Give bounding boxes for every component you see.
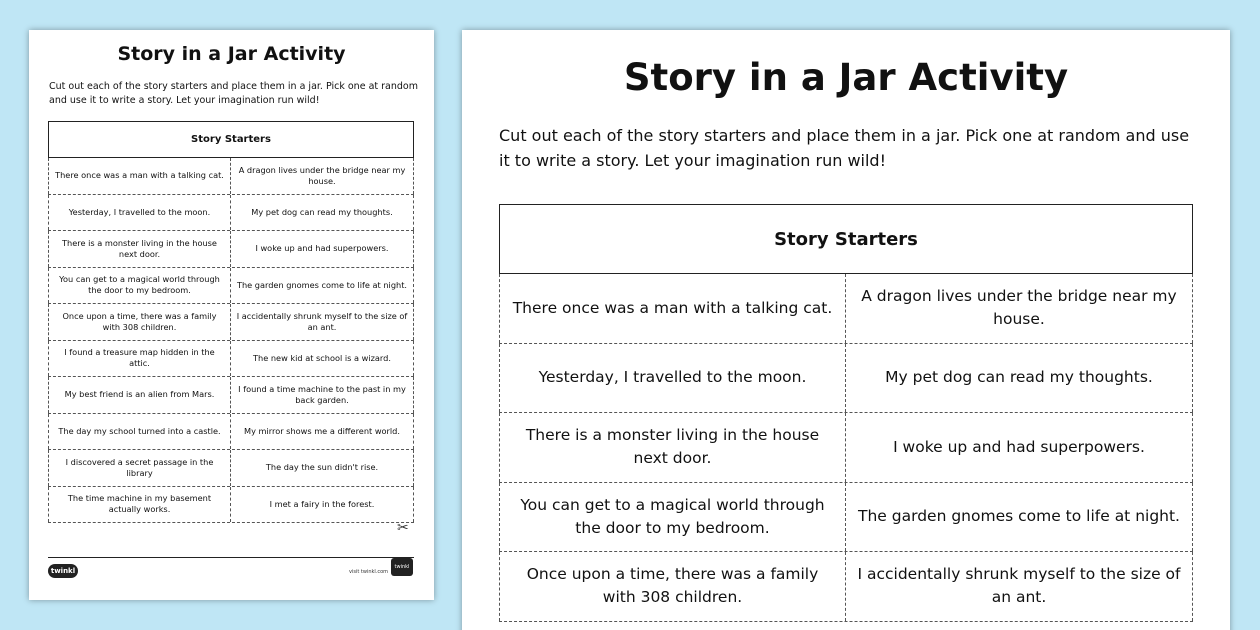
story-starter-card: The new kid at school is a wizard. xyxy=(231,341,414,377)
story-starter-card: I woke up and had superpowers. xyxy=(846,413,1193,482)
story-starter-card: I discovered a secret passage in the library xyxy=(48,450,231,486)
story-starter-card: A dragon lives under the bridge near my house. xyxy=(846,274,1193,343)
table-header: Story Starters xyxy=(499,204,1193,274)
story-starter-card: You can get to a magical world through the door to my bedroom. xyxy=(48,268,231,304)
table-row xyxy=(499,552,1193,622)
page-title: Story in a Jar Activity xyxy=(117,43,346,65)
story-starter-card: Once upon a time, there was a family with 308 children. xyxy=(499,552,846,621)
story-starters-table xyxy=(48,121,414,523)
table-row xyxy=(499,483,1193,553)
story-starter-card: The time machine in my basement actually works. xyxy=(48,487,231,523)
story-starter-card: There is a monster living in the house next door. xyxy=(48,231,231,267)
table-body xyxy=(499,274,1193,622)
twinkl-logo: twinkl xyxy=(48,564,78,578)
table-header: Story Starters xyxy=(48,121,414,158)
story-starter-card: I accidentally shrunk myself to the size of an ant. xyxy=(231,304,414,340)
story-starter-card: There once was a man with a talking cat. xyxy=(499,274,846,343)
table-row xyxy=(48,414,414,451)
table-row xyxy=(499,274,1193,344)
table-row xyxy=(499,344,1193,414)
story-starter-card: Once upon a time, there was a family with 308 children. xyxy=(48,304,231,340)
page-title: Story in a Jar Activity xyxy=(623,56,1069,99)
story-starter-card: The garden gnomes come to life at night. xyxy=(846,483,1193,552)
large-worksheet-page xyxy=(462,30,1230,630)
table-row xyxy=(48,341,414,378)
story-starter-card: My pet dog can read my thoughts. xyxy=(846,344,1193,413)
story-starter-card: My best friend is an alien from Mars. xyxy=(48,377,231,413)
story-starter-card: I found a treasure map hidden in the attic. xyxy=(48,341,231,377)
story-starter-card: My pet dog can read my thoughts. xyxy=(231,195,414,231)
story-starter-card: I found a time machine to the past in my back garden. xyxy=(231,377,414,413)
small-worksheet-page xyxy=(29,30,434,600)
story-starters-table xyxy=(499,204,1193,622)
story-starter-card: I met a fairy in the forest. xyxy=(231,487,414,523)
intro-text: Cut out each of the story starters and place them in a jar. Pick one at random and use it to write a story. Let your imagination run wild! xyxy=(49,81,418,106)
footer-url: visit twinkl.com xyxy=(349,569,389,575)
table-row xyxy=(48,487,414,524)
table-row xyxy=(48,377,414,414)
table-row xyxy=(48,268,414,305)
intro-text: Cut out each of the story starters and place them in a jar. Pick one at random and use it to write a story. Let your imagination run wild! xyxy=(499,126,1190,170)
story-starter-card: A dragon lives under the bridge near my house. xyxy=(231,158,414,194)
story-starter-card: The day my school turned into a castle. xyxy=(48,414,231,450)
table-row xyxy=(48,450,414,487)
table-row xyxy=(499,413,1193,483)
story-starter-card: There once was a man with a talking cat. xyxy=(48,158,231,194)
table-row xyxy=(48,231,414,268)
story-starter-card: I accidentally shrunk myself to the size of an ant. xyxy=(846,552,1193,621)
story-starter-card: Yesterday, I travelled to the moon. xyxy=(499,344,846,413)
table-row xyxy=(48,304,414,341)
story-starter-card: My mirror shows me a different world. xyxy=(231,414,414,450)
story-starter-card: I woke up and had superpowers. xyxy=(231,231,414,267)
table-body xyxy=(48,158,414,523)
footer-divider xyxy=(48,557,414,558)
story-starter-card: Yesterday, I travelled to the moon. xyxy=(48,195,231,231)
table-row xyxy=(48,158,414,195)
footer-badge: twinkl xyxy=(391,558,413,576)
story-starter-card: There is a monster living in the house next door. xyxy=(499,413,846,482)
story-starter-card: The day the sun didn't rise. xyxy=(231,450,414,486)
story-starter-card: The garden gnomes come to life at night. xyxy=(231,268,414,304)
story-starter-card: You can get to a magical world through the door to my bedroom. xyxy=(499,483,846,552)
table-row xyxy=(48,195,414,232)
scissors-icon: ✂ xyxy=(397,520,409,536)
